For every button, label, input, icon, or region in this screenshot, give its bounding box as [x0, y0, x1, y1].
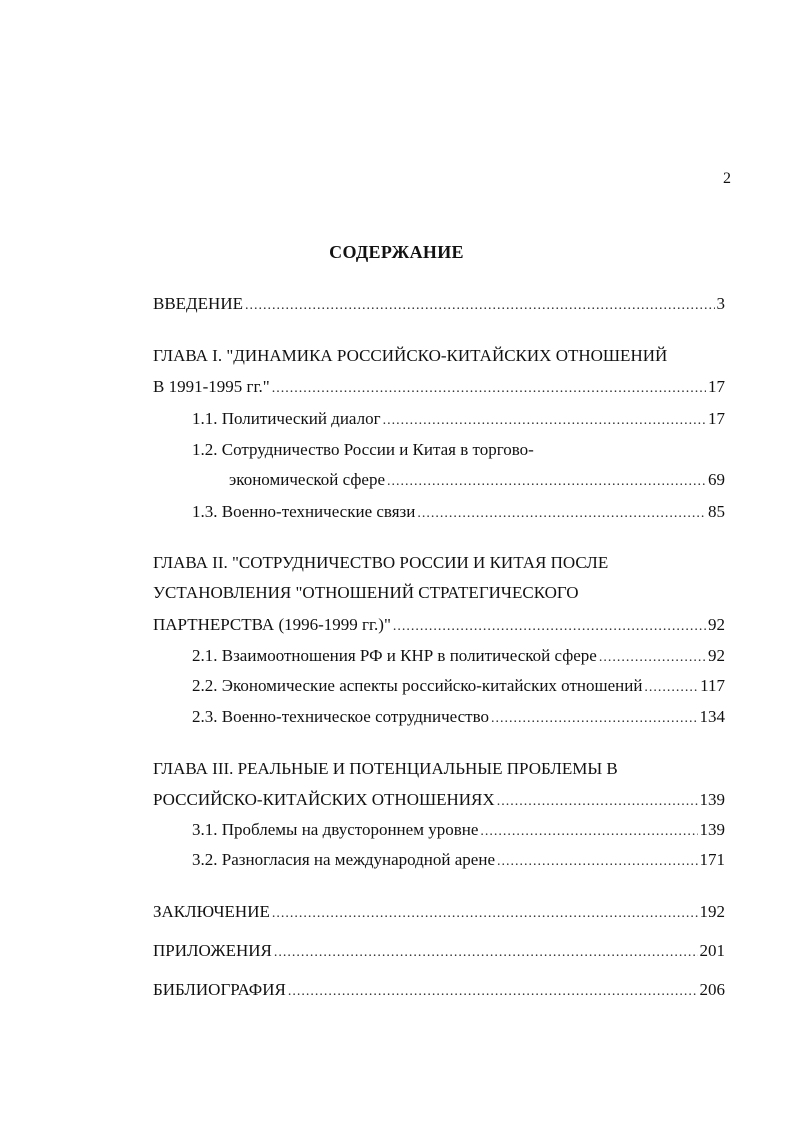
dot-leader: [497, 794, 698, 810]
toc-entry-page: 206: [699, 980, 725, 999]
toc-entry-section-3-1[interactable]: [192, 820, 725, 844]
toc-entry-section-1-2[interactable]: [192, 440, 725, 464]
page-number: 2: [723, 170, 731, 187]
toc-entry-label: ПРИЛОЖЕНИЯ: [153, 941, 272, 960]
toc-entry-section-2-3[interactable]: [192, 707, 725, 731]
toc-entry-section-2-1[interactable]: [192, 646, 725, 670]
toc-entry-label: ЗАКЛЮЧЕНИЕ: [153, 902, 270, 921]
toc-entry-introduction[interactable]: [153, 294, 725, 318]
toc-title: СОДЕРЖАНИЕ: [329, 242, 464, 262]
toc-entry-label: БИБЛИОГРАФИЯ: [153, 980, 286, 999]
toc-entry-label: 1.3. Военно-технические связи: [192, 502, 416, 521]
toc-entry-chapter-2[interactable]: [153, 553, 725, 577]
toc-entry-label: В 1991-1995 гг.": [153, 377, 270, 396]
toc-entry-page: 192: [699, 902, 725, 921]
toc-entry-page: 3: [716, 294, 725, 313]
toc-entry-label: ВВЕДЕНИЕ: [153, 294, 243, 313]
dot-leader: [272, 906, 698, 922]
dot-leader: [644, 680, 698, 696]
toc-entry-chapter-3-cont[interactable]: [153, 790, 725, 814]
toc-entry-section-1-3[interactable]: [192, 502, 725, 526]
toc-entry-label: 2.3. Военно-техническое сотрудничество: [192, 707, 490, 726]
toc-entry-page: 92: [708, 646, 725, 665]
toc-entry-page: 139: [699, 820, 725, 839]
toc-entry-label: ГЛАВА II. "СОТРУДНИЧЕСТВО РОССИИ И КИТАЯ ПОСЛЕ: [153, 553, 609, 572]
dot-leader: [387, 474, 706, 490]
dot-leader: [417, 506, 706, 522]
dot-leader: [288, 984, 698, 1000]
dot-leader: [393, 619, 706, 635]
toc-entry-conclusion[interactable]: [153, 902, 725, 926]
toc-entry-section-1-2-cont[interactable]: [229, 470, 725, 494]
toc-entry-chapter-1-cont[interactable]: [153, 377, 725, 401]
toc-entry-chapter-2-cont2[interactable]: [153, 615, 725, 639]
toc-entry-page: 85: [708, 502, 725, 521]
toc-entry-label: РОССИЙСКО-КИТАЙСКИХ ОТНОШЕНИЯХ: [153, 790, 495, 809]
toc-entry-page: 17: [708, 409, 725, 428]
toc-entry-label: 2.1. Взаимоотношения РФ и КНР в политической сфере: [192, 646, 597, 665]
dot-leader: [274, 945, 698, 961]
toc-entry-page: 201: [699, 941, 725, 960]
dot-leader: [497, 854, 698, 870]
toc-entry-label: 1.1. Политический диалог: [192, 409, 381, 428]
toc-entry-label: ГЛАВА III. РЕАЛЬНЫЕ И ПОТЕНЦИАЛЬНЫЕ ПРОБЛЕМЫ В: [153, 759, 618, 778]
toc-entry-appendices[interactable]: [153, 941, 725, 965]
toc-entry-chapter-1[interactable]: [153, 346, 725, 370]
toc-entry-page: 117: [700, 676, 725, 695]
toc-entry-bibliography[interactable]: [153, 980, 725, 1004]
toc-entry-label: ПАРТНЕРСТВА (1996-1999 гг.)": [153, 615, 391, 634]
dot-leader: [491, 711, 697, 727]
toc-entry-chapter-2-cont[interactable]: [153, 583, 725, 607]
toc-entry-label: 1.2. Сотрудничество России и Китая в торгово-: [192, 440, 534, 459]
toc-entry-label: ГЛАВА I. "ДИНАМИКА РОССИЙСКО-КИТАЙСКИХ ОТНОШЕНИЙ: [153, 346, 668, 365]
toc-entry-chapter-3[interactable]: [153, 759, 725, 783]
dot-leader: [480, 824, 697, 840]
toc-entry-section-2-2[interactable]: [192, 676, 725, 700]
toc-entry-page: 69: [708, 470, 725, 489]
toc-entry-label: экономической сфере: [229, 470, 385, 489]
toc-entry-section-3-2[interactable]: [192, 850, 725, 874]
dot-leader: [245, 298, 715, 314]
toc-entry-page: 139: [699, 790, 725, 809]
toc-entry-page: 92: [708, 615, 725, 634]
toc-entry-page: 171: [699, 850, 725, 869]
toc-entry-section-1-1[interactable]: [192, 409, 725, 433]
dot-leader: [599, 650, 706, 666]
toc-entry-label: 3.2. Разногласия на международной арене: [192, 850, 495, 869]
toc-entry-label: 2.2. Экономические аспекты российско-китайских отношений: [192, 676, 643, 695]
toc-entry-label: УСТАНОВЛЕНИЯ "ОТНОШЕНИЙ СТРАТЕГИЧЕСКОГО: [153, 583, 579, 602]
dot-leader: [272, 381, 706, 397]
toc-entry-page: 134: [699, 707, 725, 726]
toc-entry-label: 3.1. Проблемы на двустороннем уровне: [192, 820, 479, 839]
dot-leader: [383, 413, 706, 429]
toc-entry-page: 17: [708, 377, 725, 396]
